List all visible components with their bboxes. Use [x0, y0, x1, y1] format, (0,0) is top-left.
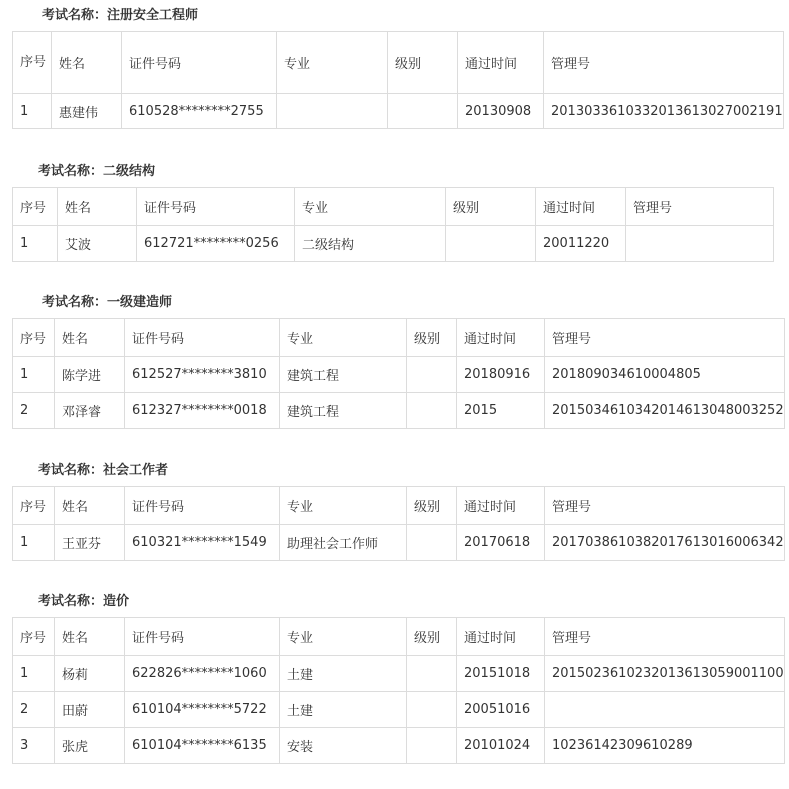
header-row — [13, 188, 774, 226]
cell-index: 1 — [13, 357, 55, 393]
cell-pass-date: 20170618 — [457, 525, 545, 561]
cell-name: 惠建伟 — [52, 94, 122, 129]
cell-id-number: 610104********5722 — [125, 692, 280, 728]
header-index: 序号 — [13, 618, 55, 656]
cell-level — [388, 94, 458, 129]
header-index: 序号 — [13, 32, 52, 94]
title-prefix: 考试名称： — [42, 8, 108, 23]
exam-name: 社会工作者 — [103, 463, 169, 478]
header-name: 姓名 — [55, 319, 125, 357]
cell-name: 张虎 — [55, 728, 125, 764]
header-major: 专业 — [280, 618, 407, 656]
section-title — [12, 6, 784, 26]
section-title — [12, 293, 785, 313]
cell-major: 建筑工程 — [280, 393, 407, 429]
cell-pass-date: 20011220 — [536, 226, 626, 262]
cell-index: 1 — [13, 525, 55, 561]
header-major: 专业 — [295, 188, 446, 226]
cell-index: 1 — [13, 94, 52, 129]
cell-name: 王亚芬 — [55, 525, 125, 561]
cell-major: 土建 — [280, 656, 407, 692]
exam-section-3 — [12, 293, 785, 429]
header-level: 级别 — [388, 32, 458, 94]
header-level: 级别 — [446, 188, 536, 226]
cell-index: 2 — [13, 692, 55, 728]
cell-pass-date: 20180916 — [457, 357, 545, 393]
header-row — [13, 32, 784, 94]
header-id-number: 证件号码 — [122, 32, 277, 94]
cell-major: 建筑工程 — [280, 357, 407, 393]
cell-pass-date: 20151018 — [457, 656, 545, 692]
table-row — [13, 393, 785, 429]
header-index: 序号 — [13, 319, 55, 357]
table-row — [13, 226, 774, 262]
table-row — [13, 94, 784, 129]
header-level: 级别 — [407, 618, 457, 656]
section-title — [12, 461, 785, 481]
header-major: 专业 — [277, 32, 388, 94]
cell-index: 3 — [13, 728, 55, 764]
header-management-no: 管理号 — [545, 487, 785, 525]
header-pass-date: 通过时间 — [458, 32, 544, 94]
cell-major: 助理社会工作师 — [280, 525, 407, 561]
cell-level — [407, 357, 457, 393]
header-pass-date: 通过时间 — [457, 319, 545, 357]
header-management-no: 管理号 — [626, 188, 774, 226]
cell-id-number: 610528********2755 — [122, 94, 277, 129]
table-row — [13, 525, 785, 561]
cell-id-number: 612527********3810 — [125, 357, 280, 393]
header-name: 姓名 — [55, 487, 125, 525]
title-prefix: 考试名称： — [38, 463, 104, 478]
header-id-number: 证件号码 — [125, 319, 280, 357]
exam-name: 二级结构 — [103, 164, 156, 179]
cell-id-number: 622826********1060 — [125, 656, 280, 692]
header-level: 级别 — [407, 487, 457, 525]
header-level: 级别 — [407, 319, 457, 357]
cell-level — [407, 525, 457, 561]
header-id-number: 证件号码 — [137, 188, 295, 226]
header-management-no: 管理号 — [545, 618, 785, 656]
result-table — [12, 187, 774, 262]
section-title — [12, 162, 774, 182]
header-major: 专业 — [280, 487, 407, 525]
title-prefix: 考试名称： — [38, 164, 104, 179]
exam-section-4 — [12, 461, 785, 561]
table-row — [13, 692, 785, 728]
cell-major — [277, 94, 388, 129]
header-management-no: 管理号 — [545, 319, 785, 357]
result-table — [12, 486, 785, 561]
cell-management-no — [545, 692, 785, 728]
cell-pass-date: 20051016 — [457, 692, 545, 728]
exam-section-2 — [12, 162, 774, 262]
result-table — [12, 318, 785, 429]
exam-name: 造价 — [103, 594, 130, 609]
title-prefix: 考试名称： — [38, 594, 104, 609]
title-prefix: 考试名称： — [42, 295, 108, 310]
cell-name: 杨莉 — [55, 656, 125, 692]
header-pass-date: 通过时间 — [457, 487, 545, 525]
cell-name: 田蔚 — [55, 692, 125, 728]
cell-level — [446, 226, 536, 262]
cell-management-no: 2015034610342014613048003252 — [545, 393, 785, 429]
cell-index: 2 — [13, 393, 55, 429]
table-row — [13, 656, 785, 692]
cell-index: 1 — [13, 656, 55, 692]
result-table — [12, 31, 784, 129]
result-table — [12, 617, 785, 764]
cell-level — [407, 692, 457, 728]
cell-management-no: 201809034610004805 — [545, 357, 785, 393]
cell-management-no — [626, 226, 774, 262]
cell-management-no: 10236142309610289 — [545, 728, 785, 764]
header-pass-date: 通过时间 — [457, 618, 545, 656]
section-title — [12, 592, 785, 612]
cell-id-number: 612721********0256 — [137, 226, 295, 262]
header-id-number: 证件号码 — [125, 618, 280, 656]
cell-major: 土建 — [280, 692, 407, 728]
header-row — [13, 319, 785, 357]
header-index: 序号 — [13, 188, 58, 226]
cell-management-no: 2017038610382017613016006342 — [545, 525, 785, 561]
cell-pass-date: 20101024 — [457, 728, 545, 764]
header-pass-date: 通过时间 — [536, 188, 626, 226]
cell-id-number: 610104********6135 — [125, 728, 280, 764]
header-name: 姓名 — [52, 32, 122, 94]
cell-pass-date: 20130908 — [458, 94, 544, 129]
cell-name: 陈学进 — [55, 357, 125, 393]
header-name: 姓名 — [55, 618, 125, 656]
cell-id-number: 612327********0018 — [125, 393, 280, 429]
cell-id-number: 610321********1549 — [125, 525, 280, 561]
header-name: 姓名 — [58, 188, 137, 226]
exam-section-5 — [12, 592, 785, 764]
cell-index: 1 — [13, 226, 58, 262]
table-row — [13, 728, 785, 764]
header-id-number: 证件号码 — [125, 487, 280, 525]
header-index: 序号 — [13, 487, 55, 525]
exam-section-1 — [12, 6, 784, 129]
cell-management-no: 2013033610332013613027002191 — [544, 94, 784, 129]
exam-name: 注册安全工程师 — [107, 8, 199, 23]
cell-name: 艾波 — [58, 226, 137, 262]
table-row — [13, 357, 785, 393]
cell-major: 二级结构 — [295, 226, 446, 262]
cell-level — [407, 393, 457, 429]
cell-level — [407, 656, 457, 692]
cell-level — [407, 728, 457, 764]
cell-major: 安装 — [280, 728, 407, 764]
header-row — [13, 487, 785, 525]
header-row — [13, 618, 785, 656]
exam-name: 一级建造师 — [107, 295, 173, 310]
header-major: 专业 — [280, 319, 407, 357]
header-management-no: 管理号 — [544, 32, 784, 94]
cell-management-no: 2015023610232013613059001100 — [545, 656, 785, 692]
cell-name: 邓泽睿 — [55, 393, 125, 429]
cell-pass-date: 2015 — [457, 393, 545, 429]
